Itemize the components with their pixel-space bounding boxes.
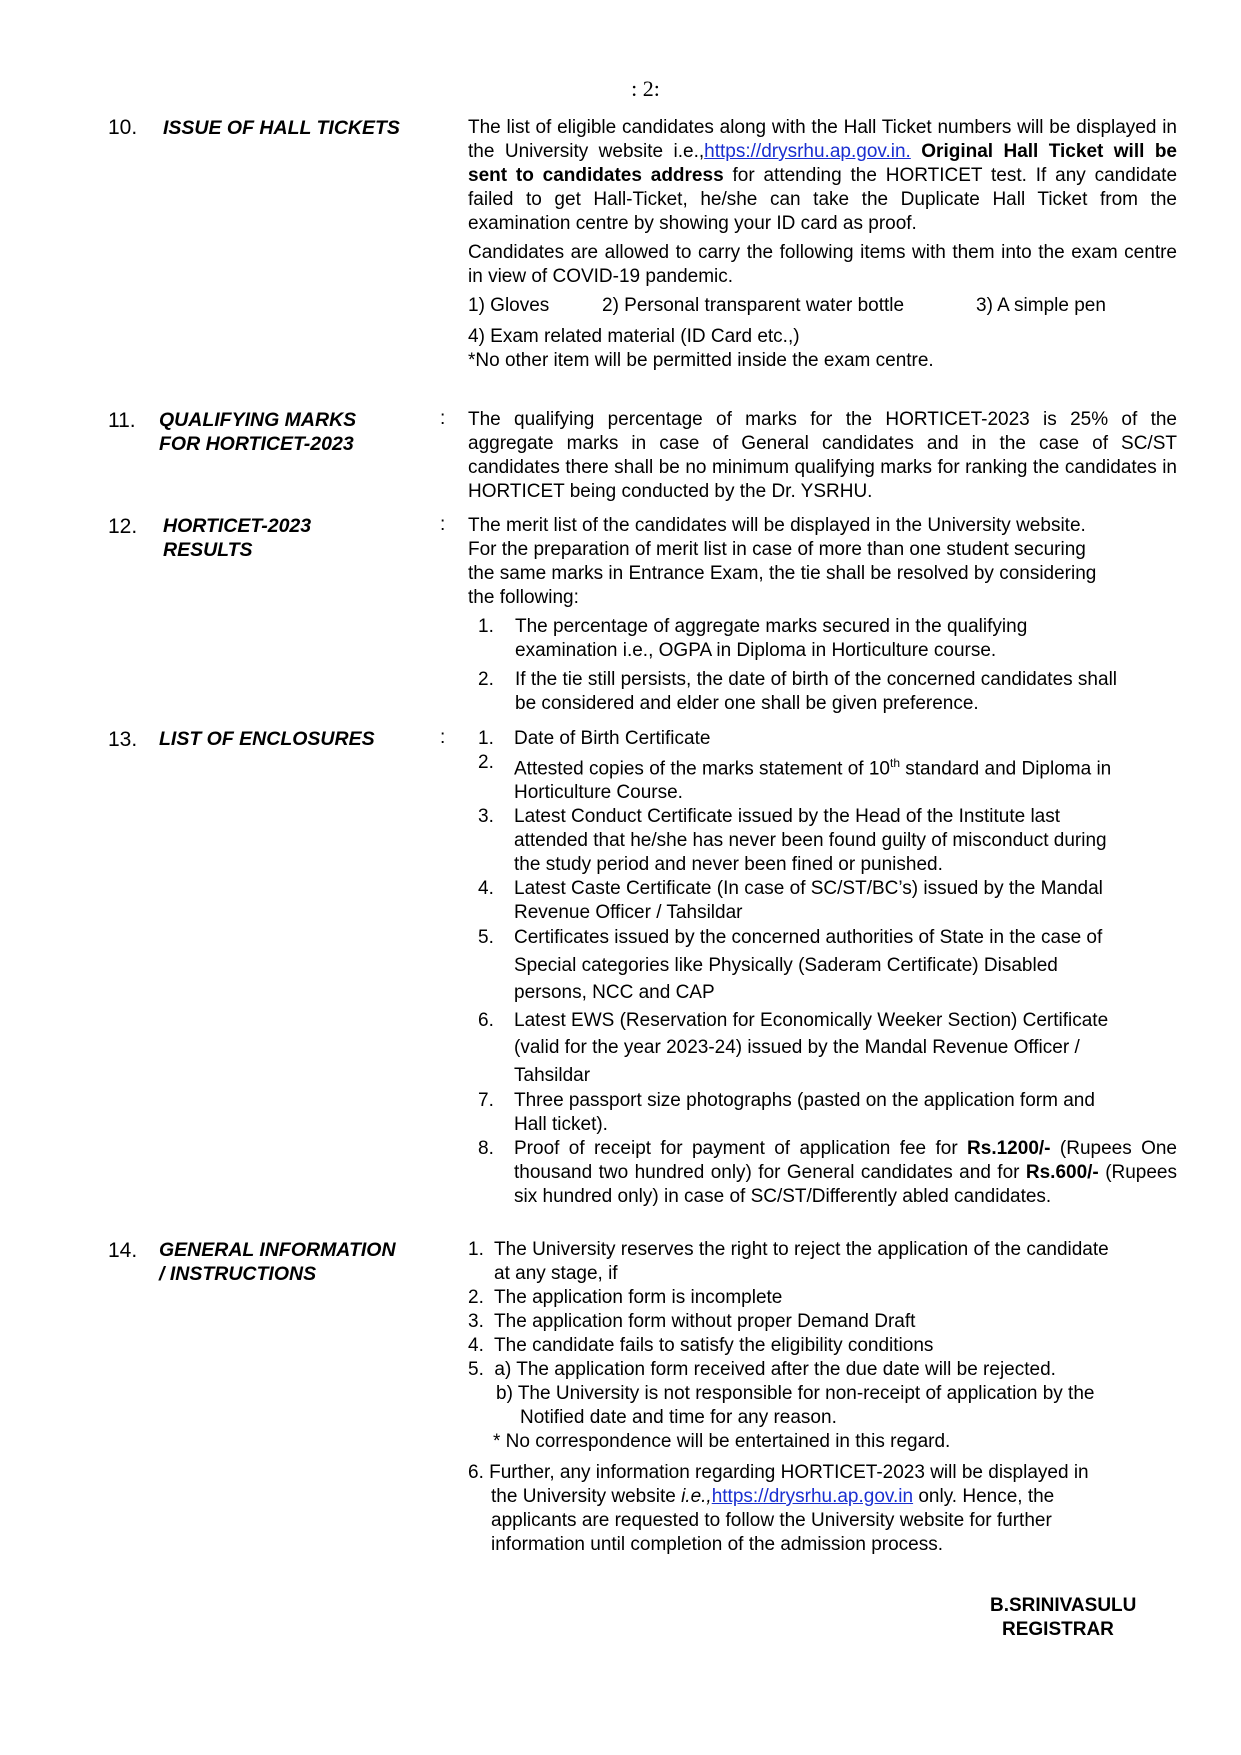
text-line: at any stage, if (494, 1263, 618, 1284)
text-line (468, 1461, 1177, 1485)
section-number: 12. (108, 515, 138, 538)
text-line: be considered and elder one shall be given preference. (515, 693, 979, 714)
title-line: GENERAL INFORMATION (159, 1239, 396, 1261)
text-line: the following: (468, 587, 579, 608)
section-title (159, 408, 356, 456)
text-line: Hall ticket). (514, 1114, 608, 1136)
section-number: 11. (108, 409, 136, 432)
text-line: the same marks in Entrance Exam, the tie shall be resolved by considering (468, 563, 1097, 584)
text-line: persons, NCC and CAP (514, 982, 715, 1004)
enclosures-list (478, 727, 1177, 1209)
section-title (163, 514, 311, 562)
text-line: The merit list of the candidates will be displayed in the University website. (468, 515, 1086, 536)
list-item (478, 751, 1177, 805)
section-title: ISSUE OF HALL TICKETS (163, 117, 400, 139)
qualifying-marks-text: The qualifying percentage of marks for the HORTICET-2023 is 25% of the aggregate marks in case of General candidates and in the case of SC/ST candidates there shall be no minimum qualifying marks for ranking the candidates in HORTICET being conducted by the Dr. YSRHU. (468, 409, 1177, 502)
text-line: For the preparation of merit list in case of more than one student securing (468, 539, 1086, 560)
registrar-designation: REGISTRAR (1002, 1619, 1114, 1640)
text: Proof of receipt for payment of application fee for (514, 1138, 958, 1160)
section-number: 10. (108, 116, 138, 139)
section-title (159, 1238, 396, 1286)
list-number: 5. (478, 927, 494, 949)
bold-text: Original Hall Ticket will be sent to candidates address (468, 141, 1177, 186)
registrar-name: B.SRINIVASULU (990, 1595, 1137, 1616)
text-line: Latest Caste Certificate (In case of SC/ST/BC’s) issued by the Mandal (514, 878, 1103, 900)
colon: : (440, 408, 446, 429)
title-line: / INSTRUCTIONS (159, 1263, 317, 1285)
text-line (468, 1485, 1177, 1509)
title-line: QUALIFYING MARKS (159, 409, 357, 431)
text: 6. Further, any information regarding HORTICET-2023 will be displayed in (468, 1462, 1089, 1483)
allowed-item: 3) A simple pen (976, 295, 1106, 316)
text-line: 1. The University reserves the right to reject the application of the candidate (468, 1239, 1109, 1260)
text-line: * No correspondence will be entertained in this regard. (493, 1431, 951, 1452)
instructions-list (468, 1238, 1177, 1557)
text: (Rupees six hundred only) in case of SC/ST/Differently abled candidates. (514, 1162, 1178, 1208)
text-line (514, 751, 1177, 781)
list-item (478, 727, 1177, 751)
allowed-item: 2) Personal transparent water bottle (602, 295, 905, 316)
text-line: examination i.e., OGPA in Diploma in Horticulture course. (515, 640, 997, 661)
university-website-link[interactable]: https://drysrhu.ap.gov.in. (704, 141, 911, 162)
text-line: Latest EWS (Reservation for Economically Weeker Section) Certificate (514, 1009, 1109, 1031)
text-line: Latest Conduct Certificate issued by the Head of the Institute last (514, 806, 1061, 828)
text-line: Horticulture Course. (514, 782, 683, 804)
text-line: the study period and never been fined or punished. (514, 854, 943, 876)
list-number: 3. (478, 806, 494, 828)
text-line: 2. The application form is incomplete (468, 1287, 783, 1308)
list-number: 8. (478, 1138, 494, 1160)
text-line: (valid for the year 2023-24) issued by the Mandal Revenue Officer / (514, 1037, 1080, 1059)
allowed-items-row (468, 294, 1177, 318)
hall-ticket-paragraph (468, 116, 1177, 236)
text-line: If the tie still persists, the date of birth of the concerned candidates shall (515, 669, 1118, 690)
list-number: 2. (478, 752, 494, 773)
page-number: : 2: (631, 76, 660, 101)
text-line: Three passport size photographs (pasted on the application form and (514, 1090, 1095, 1112)
title-line: RESULTS (163, 539, 253, 561)
list-item (478, 877, 1177, 925)
list-item (468, 615, 1177, 663)
text: the University website (491, 1486, 676, 1507)
list-number: 2. (478, 669, 494, 690)
text-line: 5. a) The application form received after the due date will be rejected. (468, 1359, 1056, 1380)
text-line: Notified date and time for any reason. (520, 1407, 837, 1428)
superscript: th (889, 756, 900, 770)
text: (Rupees One thousand two hundred only) for General candidates and for (514, 1138, 1178, 1184)
text-line: attended that he/she has never been found guilty of misconduct during (514, 830, 1107, 852)
list-item (478, 1007, 1177, 1090)
list-item (478, 1137, 1177, 1209)
list-item (478, 1089, 1177, 1137)
text-line: Tahsildar (514, 1064, 591, 1086)
colon: : (440, 514, 446, 535)
text: i.e., (681, 1486, 712, 1507)
list-number: 1. (478, 728, 494, 749)
list-number: 1. (478, 616, 494, 637)
text: only. Hence, the (918, 1486, 1055, 1507)
text-line: Special categories like Physically (Saderam Certificate) Disabled (514, 954, 1058, 976)
text-line: 4. The candidate fails to satisfy the eligibility conditions (468, 1335, 934, 1356)
allowed-item: 4) Exam related material (ID Card etc.,) (468, 326, 800, 347)
list-item (478, 924, 1177, 1007)
fee-general: Rs.1200/- (967, 1138, 1051, 1160)
text: for attending the HORTICET test. If any candidate failed to get Hall-Ticket, he/she can take the Duplicate Hall Ticket from the examination centre by showing your ID card as proof. (468, 165, 1178, 234)
note: *No other item will be permitted inside the exam centre. (468, 350, 934, 371)
title-line: FOR HORTICET-2023 (159, 433, 354, 455)
text-line: Date of Birth Certificate (514, 728, 711, 749)
text-line: information until completion of the admission process. (491, 1534, 944, 1555)
text: standard and Diploma in (905, 758, 1112, 780)
text-line: 3. The application form without proper Demand Draft (468, 1311, 916, 1332)
list-number: 7. (478, 1090, 494, 1112)
text-line: The percentage of aggregate marks secured in the qualifying (515, 616, 1028, 637)
section-number: 13. (108, 728, 138, 751)
list-item (468, 668, 1177, 716)
colon: : (440, 727, 446, 748)
section-number: 14. (108, 1239, 138, 1262)
text-line: Revenue Officer / Tahsildar (514, 902, 743, 924)
list-number: 6. (478, 1009, 494, 1031)
fee-reserved: Rs.600/- (1025, 1162, 1099, 1184)
list-number: 4. (478, 878, 494, 900)
text: Attested copies of the marks statement of 10 (514, 758, 890, 780)
section-body (468, 116, 1177, 373)
list-item (478, 805, 1177, 877)
fee-text (514, 1137, 1177, 1209)
covid-paragraph: Candidates are allowed to carry the following items with them into the exam centre in view of COVID-19 pandemic. (468, 242, 1177, 287)
text-line: Certificates issued by the concerned authorities of State in the case of (514, 927, 1103, 949)
title-line: HORTICET-2023 (163, 515, 312, 537)
section-body (468, 514, 1177, 716)
allowed-item: 1) Gloves (468, 295, 550, 316)
section-title: LIST OF ENCLOSURES (159, 728, 375, 750)
text-line: applicants are requested to follow the University website for further (491, 1510, 1052, 1531)
text-line: b) The University is not responsible for non-receipt of application by the (496, 1383, 1095, 1404)
university-website-link[interactable]: https://drysrhu.ap.gov.in (711, 1486, 914, 1507)
text: The list of eligible candidates along with the Hall Ticket numbers will be displayed in the University website i.e., (468, 117, 1177, 162)
signature-block (990, 1594, 1136, 1642)
